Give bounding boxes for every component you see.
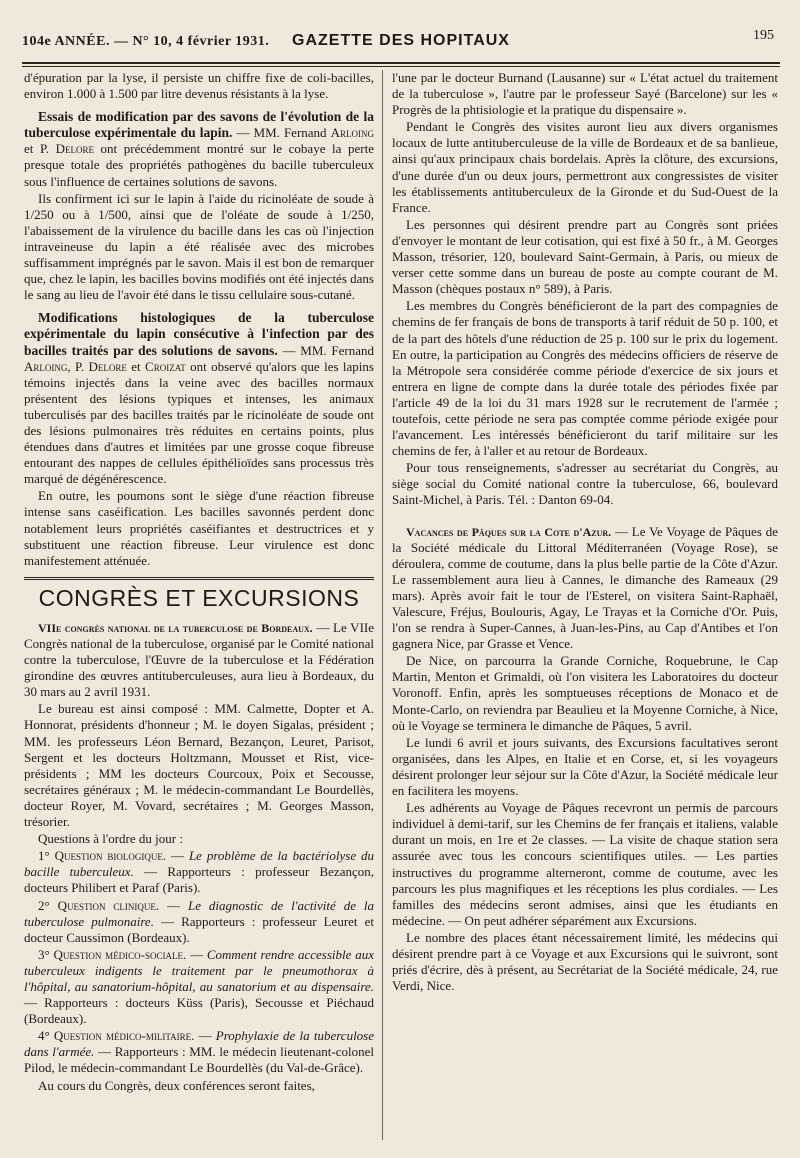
question-label: 3° Question médico-sociale.: [38, 946, 187, 962]
author-text: et: [126, 358, 146, 374]
article-body: ont précédemment montré sur le cobaye la perte presque totale des propriétés pathogènes du bacille tuberculeux sous l'influence de certaines solutions de savons.: [24, 141, 374, 189]
author-name: Arloing: [24, 358, 68, 374]
header-rule: [22, 66, 780, 67]
paragraph: d'épuration par la lyse, il persiste un chiffre fixe de coli-bacilles, environ 1.000 à 1.500 par litre devenus résistants à la lyse.: [24, 70, 374, 102]
issue-line: 104e ANNÉE. — N° 10, 4 février 1931.: [22, 34, 270, 49]
column-separator: [382, 70, 383, 1140]
article-body: ont observé qu'alors que les lapins témoins injectés dans la veine avec des bacilles normaux présentent des lésions typiques et intenses, les animaux tuberculisés par des bacilles traités par le ricinoléate de soude ont des lésions pulmonaires très réduites en certains points, plus étendues dans d'autres et limitées par une grosse coque fibreuse entourant des nappes de cellules épithélioïdes sans processus très marqué de dégénérescence.: [24, 358, 374, 487]
paragraph: l'une par le docteur Burnand (Lausanne) sur « L'état actuel du traitement de la tuberculose », l'autre par le professeur Sayé (Barcelone) sur les « Progrès de la phtisiologie et la pratique du dispensaire ».: [392, 70, 778, 118]
article-title: Modifications histologiques de la tuberculose expérimentale du lapin consécutive à l'infection par des bacilles traités par des solutions de savons.: [24, 310, 374, 358]
section-rule: [24, 577, 374, 580]
question-item: 3° Question médico-sociale. — Comment rendre accessible aux tuberculeux indigents le traitement par le pneumothorax à l'hôpital, au sanatorium-hôpital, au sanatorium et au dispensaire. — Rapporteurs : docteurs Küss (Paris), Secousse et Piéchaud (Bordeaux).: [24, 946, 374, 1027]
question-label: 1° Question biologique.: [38, 848, 167, 864]
paragraph: Ils confirment ici sur le lapin à l'aide du ricinoléate de soude à 1/250 ou à 1/500, ainsi que de l'oléate de soude à 1/250, l'abaissement de la virulence du bacille dans les cas où l'injection intraveineuse du lapin a été réalisée avec des microbes suffisamment imprégnés par le savon. Mais il est bon de remarquer que, chez le lapin, les bacilles bovins modifiés ont été injectés dans le sang au lieu de l'avoir été dans le tissu cellulaire sous-cutané.: [24, 190, 374, 303]
article-paragraph: [392, 524, 778, 653]
question-rapporteurs: — Rapporteurs : MM. le médecin lieutenant-colonel Pilod, le médecin-commandant Le Bourdellès (du Val-de-Grâce).: [24, 1044, 374, 1076]
paragraph: Pendant le Congrès des visites auront lieu aux divers organismes locaux de lutte antituberculeuse de la ville de Bordeaux et de sa banlieue, ainsi qu'aux principaux chais bordelais. Après la clôture, des excursions, d'une durée d'un ou deux jours, permettront aux congressistes de visiter les établissements antituberculeux de la Gironde et du Sud-Ouest de la France.: [392, 119, 778, 215]
question-item: 1° Question biologique. — Le problème de la bactériolyse du bacille tuberculeux. — Rapporteurs : professeur Bezançon, docteurs Philibert et Paraf (Paris).: [24, 848, 374, 896]
question-label: 2° Question clinique.: [38, 897, 160, 913]
question-item: 4° Question médico-militaire. — Prophylaxie de la tuberculose dans l'armée. — Rapporteurs : MM. le médecin lieutenant-colonel Pilod, le médecin-commandant Le Bourdellès (du Val-de-Grâce).: [24, 1028, 375, 1076]
paragraph: Les adhérents au Voyage de Pâques recevront un permis de parcours individuel à demi-tarif, sur les Chemins de fer français et italiens, valable durant un mois, en 1re et 2e classes. — La visite de chaque station sera assurée avec tous les concours scientifiques utiles. — Les parties instructives du programme alterneront, comme de coutume, avec les parcours les plus magnifiques et les réceptions les plus cordiales. — Les familles des médecins seront admises, ainsi que les étudiants en médecine. — On peut adhérer séparément aux Excursions.: [392, 800, 778, 928]
article-title: Essais de modification par des savons de l'évolution de la tuberculose expérimentale du lapin.: [24, 109, 374, 141]
author-text: — MM. Fernand: [277, 342, 374, 358]
right-column: [392, 70, 778, 995]
section-title: CONGRÈS ET EXCURSIONS: [38, 584, 360, 611]
question-topic: Prophylaxie de la tuberculose dans l'armée.: [24, 1028, 375, 1060]
author-text: — MM. Fernand: [232, 125, 331, 141]
journal-title: GAZETTE DES HOPITAUX: [292, 32, 510, 49]
spacer: [392, 510, 778, 524]
paragraph: Le lundi 6 avril et jours suivants, des Excursions facultatives seront organisées, dans les Alpes, en Italie et en Corse, et, si les voyageurs désirent prolonger leur séjour sur la Côte d'Azur, la Société médicale leur en facilitera les moyens.: [392, 734, 778, 799]
author-text: , P.: [67, 358, 89, 374]
paragraph: Le nombre des places étant nécessairement limité, les médecins qui désirent prendre part à ce Voyage et aux Excursions qui le suivront, sont priés d'écrire, dès à présent, au Secrétariat de la Société médicale, 24, rue Verdi, Nice.: [392, 929, 778, 994]
page-number: 195: [753, 28, 774, 43]
article-body: — Le VIIe Congrès national de la tuberculose, organisé par le Comité national contre la tuberculose, l'Œuvre de la tuberculose et la Fédération girondine des œuvres antituberculeuses, aura lieu à Bordeaux, du 30 mars au 2 avril 1931.: [24, 619, 374, 700]
question-topic: Le diagnostic de l'activité de la tuberculose pulmonaire.: [24, 897, 375, 929]
article-paragraph: [24, 310, 374, 487]
paragraph: De Nice, on parcourra la Grande Corniche, Roquebrune, le Cap Martin, Menton et Grimaldi, où l'on visitera les Laboratoires du docteur Voronoff. Enfin, après les somptueuses réceptions de Monaco et de Monte-Carlo, on reviendra par Beaulieu et la Moyenne Corniche, à Nice, où le Voyage se terminera le dimanche de Pâques, 5 avril.: [392, 653, 778, 733]
author-name: Delore: [55, 141, 94, 157]
left-column: [24, 70, 374, 1095]
author-name: Arloing: [330, 125, 374, 141]
article-title: Vacances de Pâques sur la Cote d'Azur.: [406, 524, 612, 539]
question-rapporteurs: — Rapporteurs : docteurs Küss (Paris), Secousse et Piéchaud (Bordeaux).: [24, 995, 374, 1027]
paragraph: Au cours du Congrès, deux conférences seront faites,: [38, 1077, 315, 1093]
question-rapporteurs: — Rapporteurs : professeur Leuret et docteur Caussimon (Bordeaux).: [24, 913, 374, 945]
question-label: 4° Question médico-militaire.: [38, 1028, 195, 1044]
question-topic: Le problème de la bactériolyse du bacille tuberculeux.: [24, 848, 374, 880]
paragraph: Pour tous renseignements, s'adresser au secrétariat du Congrès, au siège social du Comité national contre la tuberculose, 66, boulevard Saint-Michel, à Paris. Tél. : Danton 69-04.: [392, 460, 778, 508]
paragraph: En outre, les poumons sont le siège d'une réaction fibreuse intense sans caséification. Les bacilles savonnés perdent donc notablement leurs propriétés caséifiantes et destructrices et y substituent une réaction fibreuse. Leur virulence est donc manifestement atténuée.: [24, 488, 374, 568]
paragraph: Le bureau est ainsi composé : MM. Calmette, Dopter et A. Honnorat, présidents d'honneur ; M. le doyen Sigalas, président ; MM. les professeurs Léon Bernard, Bezançon, Leuret, Parisot, Sergent et les docteurs Holtzmann, Mousset et Rist, vice-présidents ; MM les docteurs Courcoux, Poix et Secousse, secrétaires généraux ; M. le médecin-commandant Le Bourdellès, docteur Royer, M. Vovard, secrétaires ; M. Georges Masson, trésorier.: [24, 701, 374, 830]
paragraph: Questions à l'ordre du jour :: [38, 831, 183, 847]
question-topic: Comment rendre accessible aux tuberculeux indigents le traitement par le pneumothorax à l'hôpital, au sanatorium-hôpital, au sanatorium et au dispensaire.: [24, 946, 374, 994]
article-body: — Le Ve Voyage de Pâques de la Société médicale du Littoral Méditerranéen (Voyage Rose), se déroulera, comme de coutume, dans la plus belle partie de la Côte d'Azur. Le rassemblement aura lieu à Cannes, le dimanche des Rameaux (29 mars). Après avoir fait le tour de l'Esterel, on visitera Saint-Raphaël, Valescure, Fréjus, Boulouris, Agay, Le Trayas et la Corniche d'Or. Puis, l'on se rendra à Super-Cannes, à Juan-les-Pins, au Cap d'Antibes et l'on gagnera Nice, par Grasse et Vence.: [392, 523, 778, 652]
paragraph: Les personnes qui désirent prendre part au Congrès sont priées d'envoyer le montant de leur cotisation, qui est fixé à 50 fr., à M. Georges Masson, trésorier, 120, boulevard Saint-Germain, à Paris, ou mieux de verser cette somme dans un bureau de poste au compte courant de M. Masson (chèques postaux n° 589), à Paris.: [392, 216, 778, 297]
author-name: Croizat: [145, 358, 186, 374]
article-paragraph: [24, 109, 374, 189]
page-header: [22, 28, 780, 64]
author-text: et P.: [24, 141, 56, 157]
paragraph: Les membres du Congrès bénéficieront de la part des compagnies de chemins de fer français de bons de transports à tarif réduit de 50 p. 100, et de la part des hôtels d'une réduction de 25 p. 100 sur le prix du logement. En outre, la participation au Congrès des médecins officiers de réserve de la Métropole sera considérée comme période d'exercice de six jours et entrera en ligne de compte dans la durée totale des périodes fixée par l'article 49 de la loi du 31 mars 1928 sur le recrutement de l'armée ; toutefois, cette période ne sera pas comptée comme période exigée pour l'avancement. Les intéressés bénéficieront du tarif militaire sur les chemins de fer, à l'aller et au retour de Bordeaux.: [392, 298, 778, 459]
article-title: VIIe congrès national de la tuberculose de Bordeaux.: [38, 620, 313, 635]
article-paragraph: [24, 620, 374, 700]
author-name: Delore: [88, 358, 127, 374]
question-item: 2° Question clinique. — Le diagnostic de l'activité de la tuberculose pulmonaire. — Rapporteurs : professeur Leuret et docteur Caussimon (Bordeaux).: [24, 897, 375, 945]
question-rapporteurs: — Rapporteurs : professeur Bezançon, docteurs Philibert et Paraf (Paris).: [24, 864, 374, 896]
